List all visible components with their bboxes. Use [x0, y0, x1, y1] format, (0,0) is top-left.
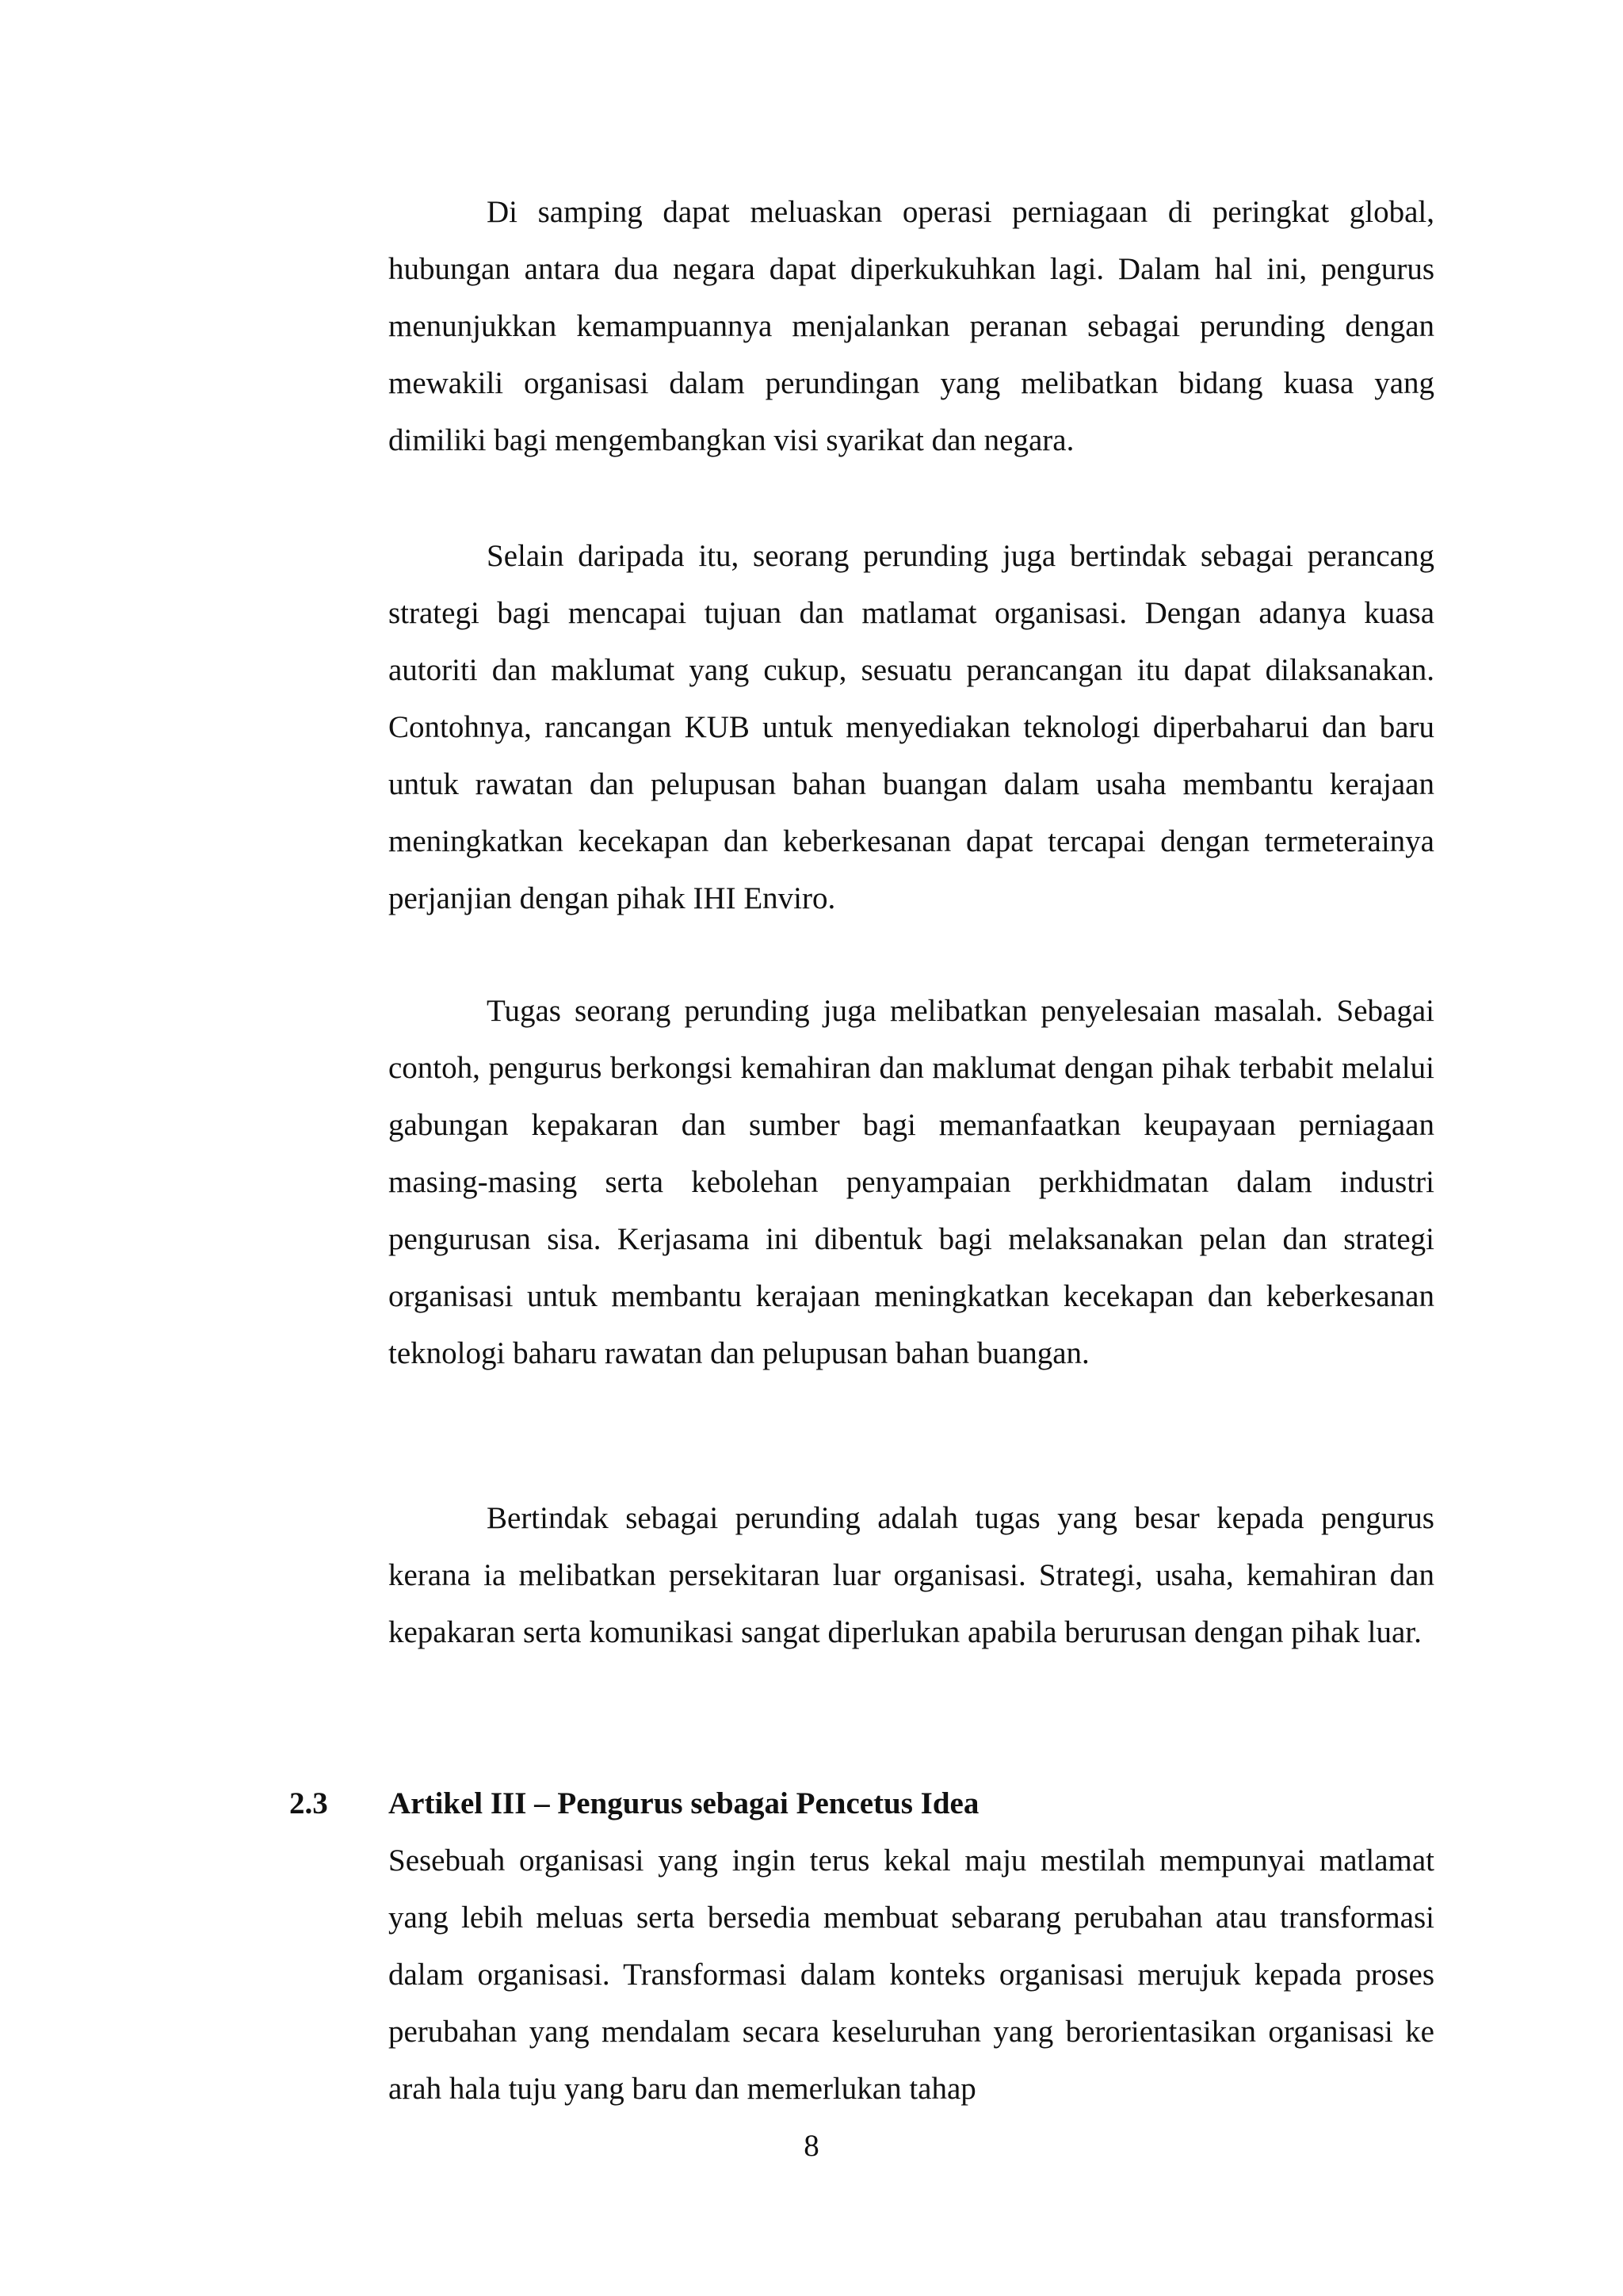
paragraph-1 — [388, 184, 1434, 469]
paragraph-2 — [388, 528, 1434, 927]
paragraph-text: Sesebuah organisasi yang ingin terus kekal maju mestilah mempunyai matlamat yang lebih meluas serta bersedia membuat sebarang perubahan atau transformasi dalam organisasi. Transformasi dalam konteks organisasi merujuk kepada proses perubahan yang mendalam secara keseluruhan yang berorientasikan organisasi ke arah hala tuju yang baru dan memerlukan tahap — [388, 1843, 1434, 2106]
section-heading — [289, 1775, 1434, 1832]
paragraph-3 — [388, 983, 1434, 1382]
paragraph-4 — [388, 1490, 1434, 1661]
section-title: Artikel III – Pengurus sebagai Pencetus Idea — [388, 1786, 980, 1820]
section-number: 2.3 — [289, 1786, 328, 1820]
page-number: 8 — [804, 2129, 819, 2163]
paragraph-text: Tugas seorang perunding juga melibatkan penyelesaian masalah. Sebagai contoh, pengurus berkongsi kemahiran dan maklumat dengan pihak terbabit melalui gabungan kepakaran dan sumber bagi memanfaatkan keupayaan perniagaan masing-masing serta kebolehan penyampaian perkhidmatan dalam industri pengurusan sisa. Kerjasama ini dibentuk bagi melaksanakan pelan dan strategi organisasi untuk membantu kerajaan meningkatkan kecekapan dan keberkesanan teknologi baharu rawatan dan pelupusan bahan buangan. — [388, 994, 1434, 1370]
section-paragraph — [388, 1832, 1434, 2118]
paragraph-text: Bertindak sebagai perunding adalah tugas yang besar kepada pengurus kerana ia melibatkan persekitaran luar organisasi. Strategi, usaha, kemahiran dan kepakaran serta komunikasi sangat diperlukan apabila berurusan dengan pihak luar. — [388, 1501, 1434, 1649]
paragraph-text: Di samping dapat meluaskan operasi perniagaan di peringkat global, hubungan antara dua negara dapat diperkukuhkan lagi. Dalam hal ini, pengurus menunjukkan kemampuannya menjalankan peranan sebagai perunding dengan mewakili organisasi dalam perundingan yang melibatkan bidang kuasa yang dimiliki bagi mengembangkan visi syarikat dan negara. — [388, 195, 1434, 457]
paragraph-text: Selain daripada itu, seorang perunding juga bertindak sebagai perancang strategi bagi mencapai tujuan dan matlamat organisasi. Dengan adanya kuasa autoriti dan maklumat yang cukup, sesuatu perancangan itu dapat dilaksanakan. Contohnya, rancangan KUB untuk menyediakan teknologi diperbaharui dan baru untuk rawatan dan pelupusan bahan buangan dalam usaha membantu kerajaan meningkatkan kecekapan dan keberkesanan dapat tercapai dengan termeterainya perjanjian dengan pihak IHI Enviro. — [388, 539, 1434, 915]
